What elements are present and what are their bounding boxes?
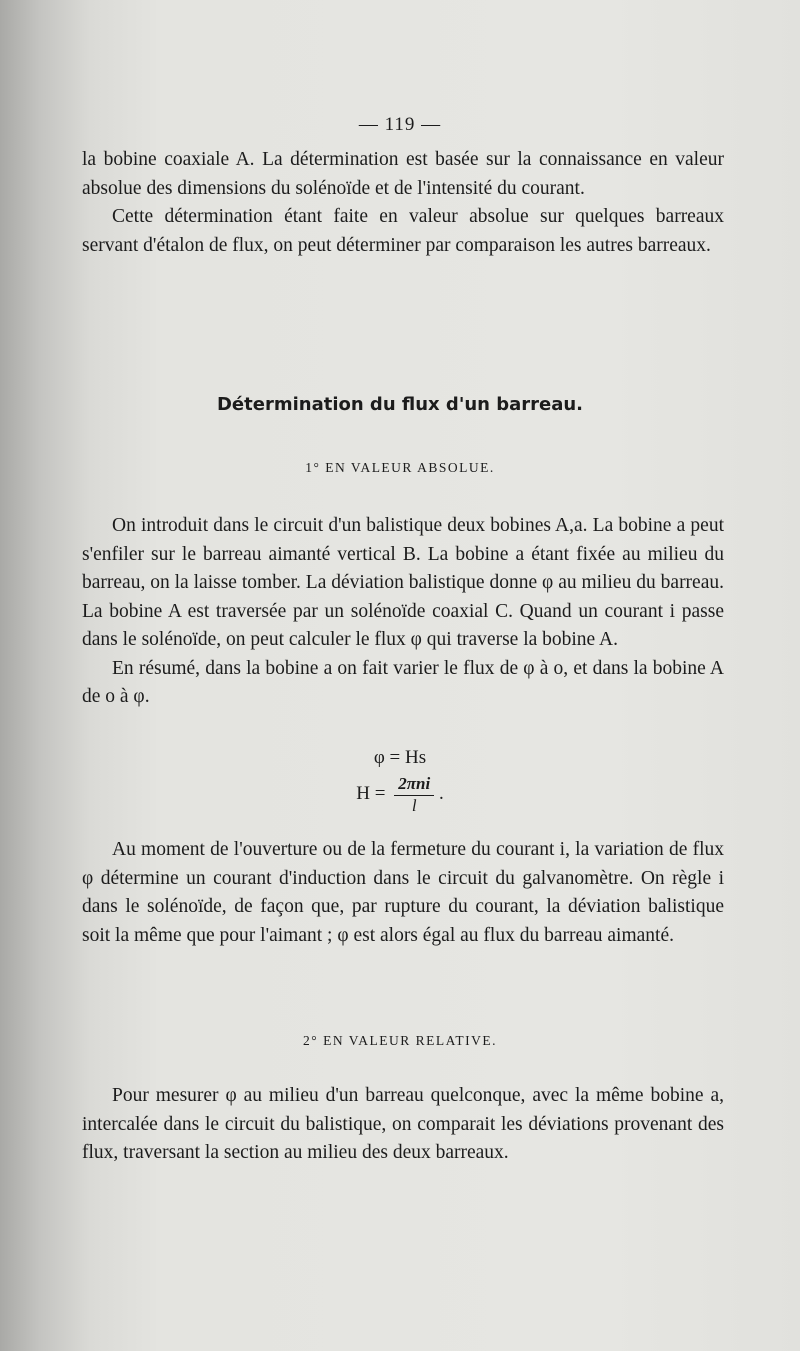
subsection1-text-continued xyxy=(82,836,724,950)
equation-lhs: H = xyxy=(356,782,386,804)
subsection-title: 1° EN VALEUR ABSOLUE. xyxy=(305,460,495,475)
section-title: Détermination du flux d'un barreau. xyxy=(216,394,584,415)
equation-flux: φ = Hs xyxy=(373,747,427,768)
fraction-denominator: l xyxy=(411,796,417,815)
page-number: — 119 — xyxy=(358,114,442,135)
subsection2-text xyxy=(82,1082,724,1168)
paragraph: Au moment de l'ouverture ou de la fermeture du courant i, la variation de flux φ détermine un courant d'induction dans le circuit du galvanomètre. On règle i dans le solénoïde, de façon que, par rupture du courant, la déviation balistique soit la même que pour l'aimant ; φ est alors égal au flux du barreau aimanté. xyxy=(82,839,724,946)
subsection1-text xyxy=(82,512,724,712)
fraction xyxy=(394,773,434,816)
subsection-title: 2° EN VALEUR RELATIVE. xyxy=(303,1033,497,1048)
intro-text xyxy=(82,146,724,260)
fraction-numerator: 2πni xyxy=(394,773,434,796)
paragraph: la bobine coaxiale A. La détermination est basée sur la connaissance en valeur absolue des dimensions du solénoïde et de l'intensité du courant. xyxy=(82,149,724,199)
paragraph: On introduit dans le circuit d'un balistique deux bobines A,a. La bobine a peut s'enfiler sur le barreau aimanté vertical B. La bobine a étant fixée au milieu du barreau, on la laisse tomber. La déviation balistique donne φ au milieu du barreau. La bobine A est traversée par un solénoïde coaxial C. Quand un courant i passe dans le solénoïde, on peut calculer le flux φ qui traverse la bobine A. xyxy=(82,515,724,650)
equation-end: . xyxy=(438,782,444,804)
paragraph: En résumé, dans la bobine a on fait varier le flux de φ à o, et dans la bobine A de o à φ. xyxy=(82,657,724,707)
paragraph: Pour mesurer φ au milieu d'un barreau quelconque, avec la même bobine a, intercalée dans le circuit du balistique, on comparait les déviations provenant des flux, traversant la section au milieu des deux barreaux. xyxy=(82,1085,724,1163)
equation-field xyxy=(0,773,800,816)
paragraph: Cette détermination étant faite en valeur absolue sur quelques barreaux servant d'étalon de flux, on peut déterminer par comparaison les autres barreaux. xyxy=(82,206,724,256)
